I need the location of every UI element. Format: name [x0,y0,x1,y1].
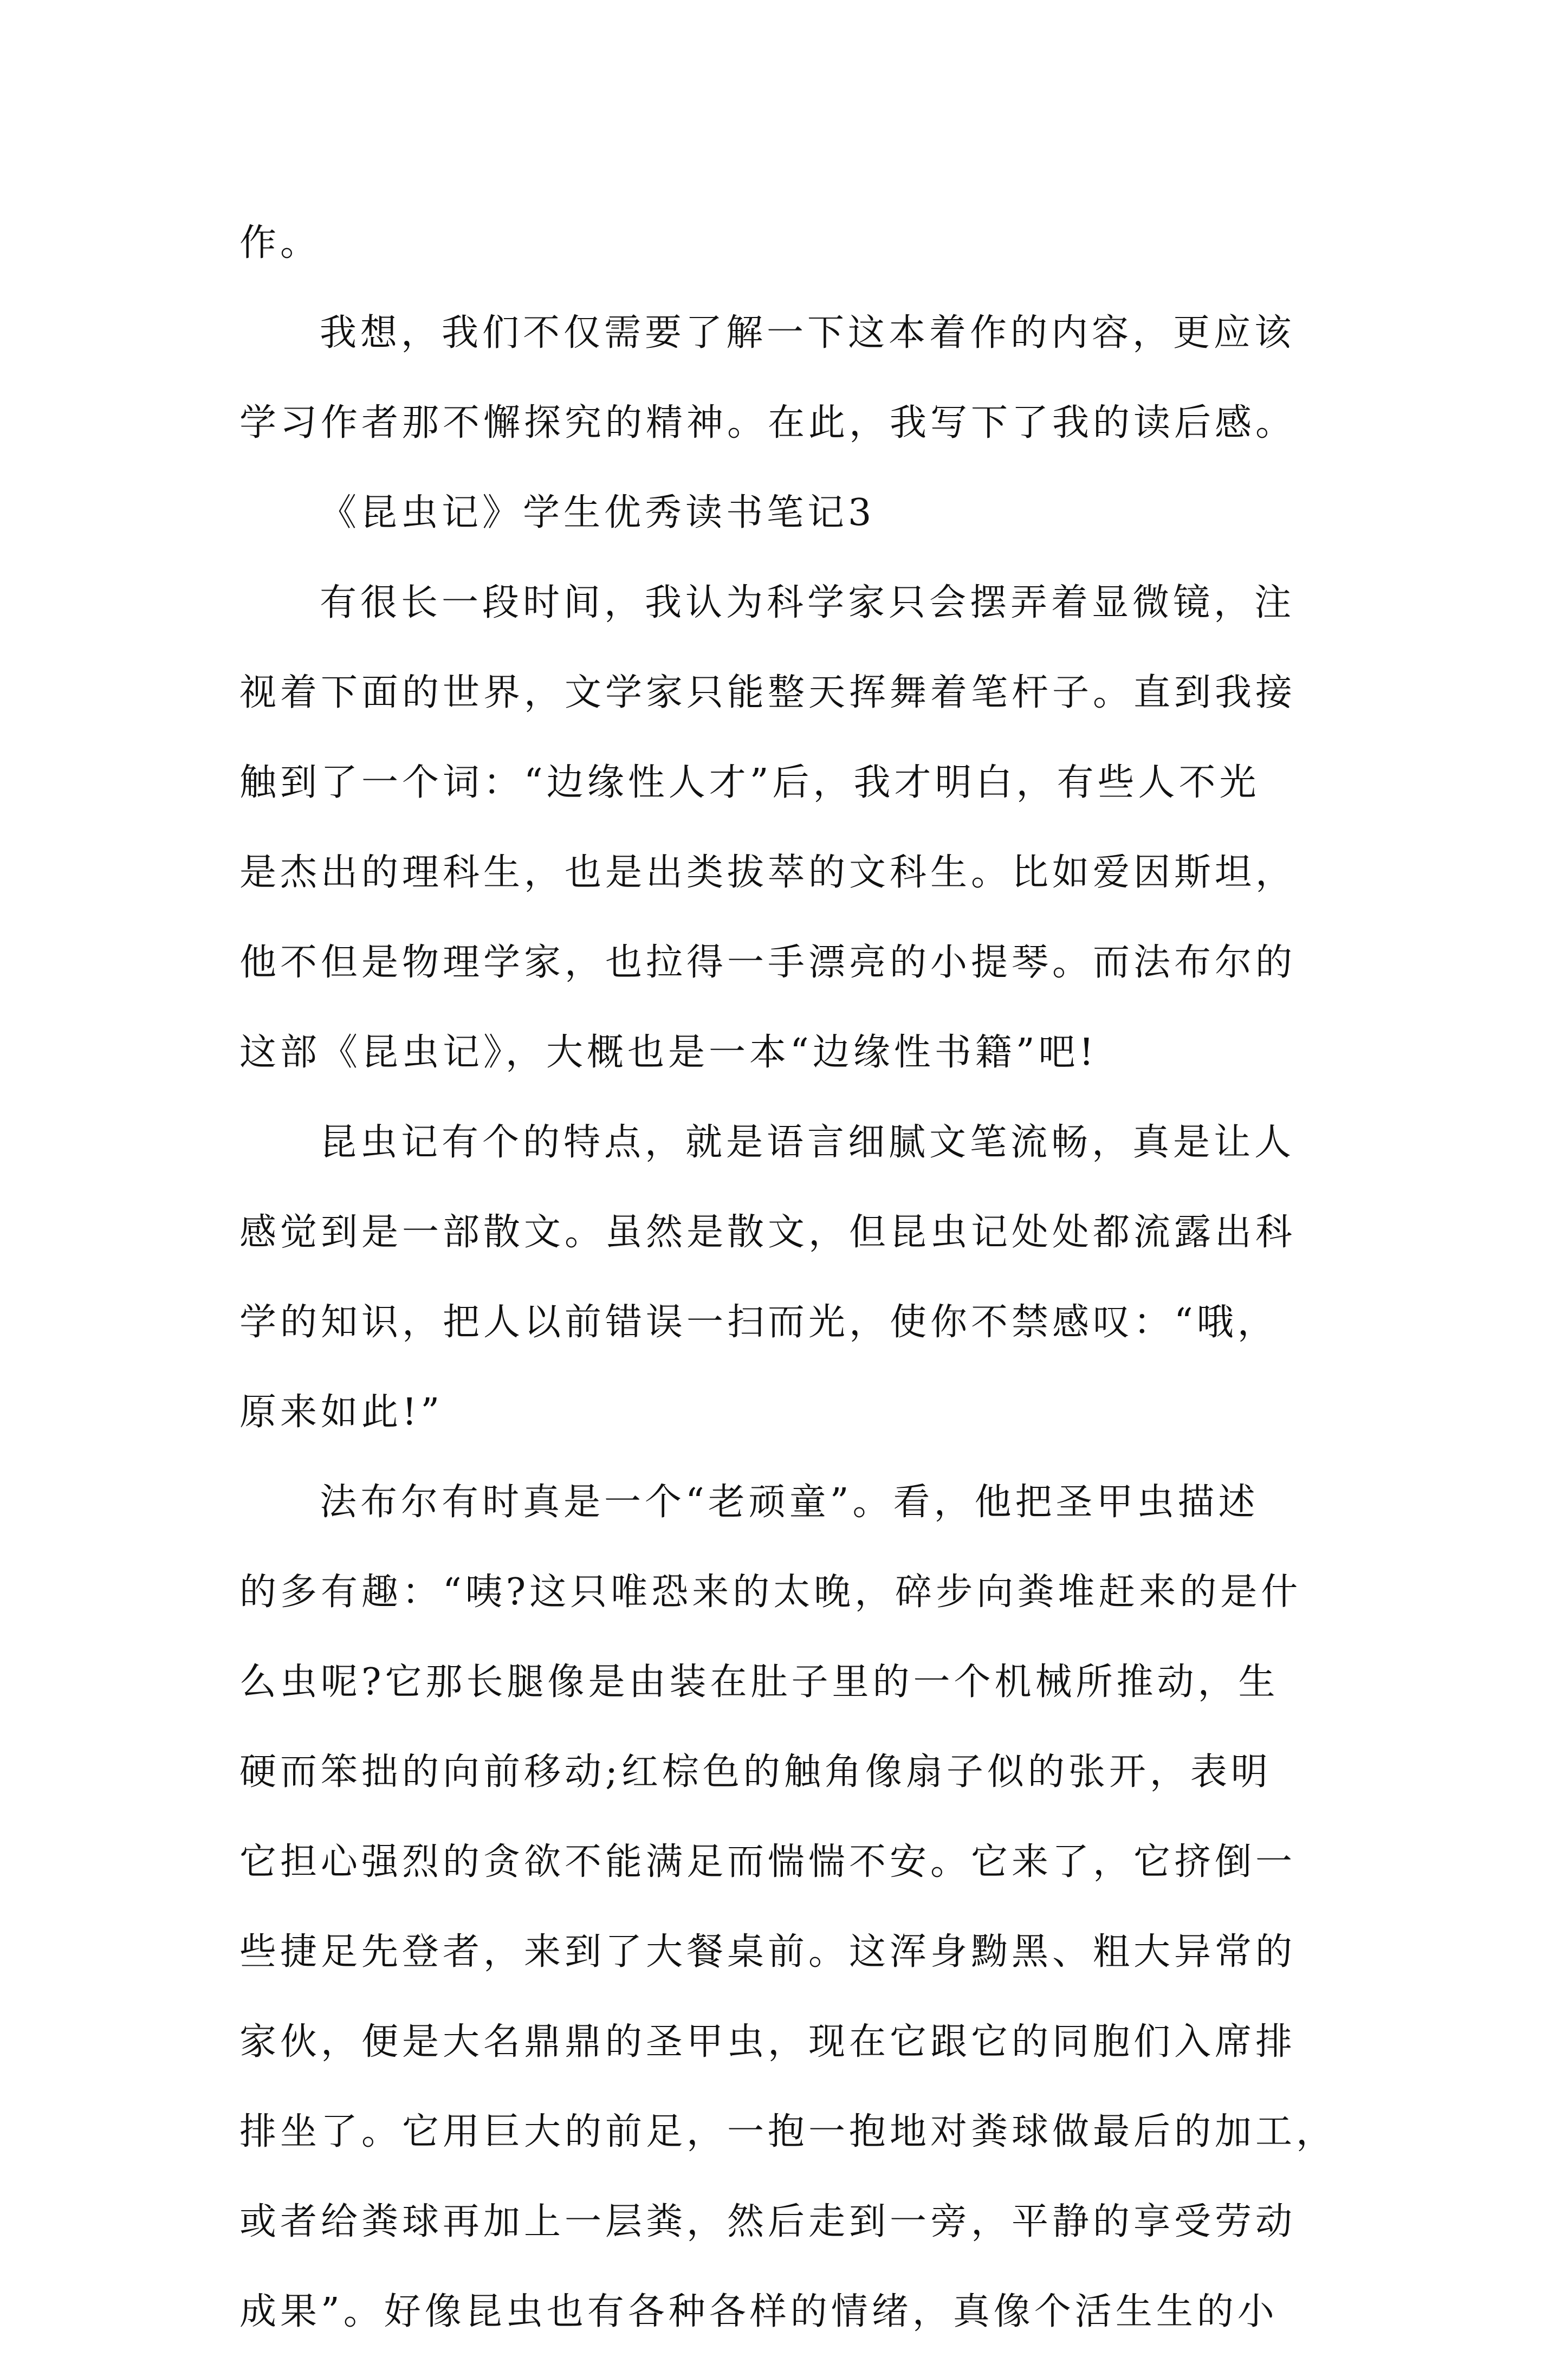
text-line: 作。 [239,222,321,264]
document-body [239,198,1345,2357]
text-line: 硬而笨拙的向前移动;红棕色的触角像扇子似的张开，表明 [239,1751,1272,1793]
text-line: 学习作者那不懈探究的精神。在此，我写下了我的读后感。 [239,402,1297,444]
text-line: 些捷足先登者，来到了大餐桌前。这浑身黝黑、粗大异常的 [239,1931,1297,1973]
text-line: 感觉到是一部散文。虽然是散文，但昆虫记处处都流露出科 [239,1211,1297,1254]
text-line: 我想，我们不仅需要了解一下这本着作的内容，更应该 [320,312,1295,354]
text-line: 的多有趣：“咦?这只唯恐来的太晚，碎步向粪堆赶来的是什 [239,1571,1302,1614]
text-line: 成果”。好像昆虫也有各种各样的情绪，真像个活生生的小 [239,2290,1278,2333]
text-line: 或者给粪球再加上一层粪，然后走到一旁，平静的享受劳动 [239,2200,1297,2243]
text-line: 家伙，便是大名鼎鼎的圣甲虫，现在它跟它的同胞们入席排 [239,2021,1297,2063]
text-line: 学的知识，把人以前错误一扫而光，使你不禁感叹：“哦， [239,1301,1278,1344]
text-line: 他不但是物理学家，也拉得一手漂亮的小提琴。而法布尔的 [239,941,1297,984]
text-line: 排坐了。它用巨大的前足，一抱一抱地对粪球做最后的加工， [239,2110,1337,2153]
text-line: 它担心强烈的贪欲不能满足而惴惴不安。它来了，它挤倒一 [239,1841,1297,1883]
text-line: 触到了一个词：“边缘性人才”后，我才明白，有些人不光 [239,761,1260,804]
text-line: 法布尔有时真是一个“老顽童”。看，他把圣甲虫描述 [320,1481,1259,1524]
text-line: 这部《昆虫记》，大概也是一本“边缘性书籍”吧! [239,1031,1098,1074]
text-line: 有很长一段时间，我认为科学家只会摆弄着显微镜，注 [320,581,1295,624]
section-heading: 《昆虫记》学生优秀读书笔记3 [320,491,876,534]
text-line: 原来如此!” [239,1391,444,1434]
text-line: 视着下面的世界，文学家只能整天挥舞着笔杆子。直到我接 [239,671,1297,714]
text-line: 么虫呢?它那长腿像是由装在肚子里的一个机械所推动，生 [239,1661,1279,1704]
text-line: 是杰出的理科生，也是出类拔萃的文科生。比如爱因斯坦， [239,851,1297,894]
text-line: 昆虫记有个的特点，就是语言细腻文笔流畅，真是让人 [320,1121,1295,1164]
